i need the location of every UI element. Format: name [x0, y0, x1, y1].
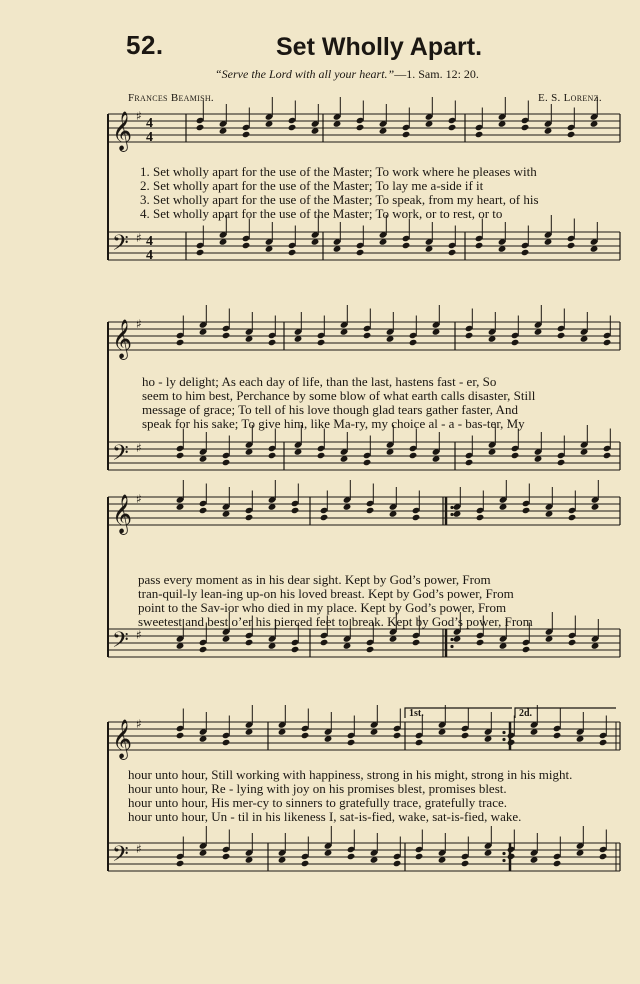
- note-head: [301, 860, 310, 867]
- lyric-line: 2. Set wholly apart for the use of the Master; To lay me a-side if it: [140, 178, 484, 193]
- note-head: [465, 332, 474, 339]
- note-head: [599, 739, 608, 746]
- volta-label: 1st.: [409, 708, 424, 719]
- time-signature-bottom: 4: [146, 130, 153, 145]
- note-head: [448, 249, 457, 256]
- note-head: [222, 332, 231, 339]
- note-head: [507, 739, 516, 746]
- sharp-icon: ♯: [136, 317, 142, 331]
- note-head: [412, 514, 421, 521]
- note-head: [347, 853, 356, 860]
- lyricist-credit: Frances Beamish.: [128, 92, 214, 104]
- lyric-line: ho - ly delight; As each day of life, than the last, hastens fast - er, So: [142, 374, 497, 389]
- note-head: [415, 853, 424, 860]
- lyric-line: point to the Sav-ior who died in my place. Kept by God’s power, From: [138, 600, 507, 615]
- repeat-dot: [502, 738, 505, 741]
- repeat-dot: [502, 859, 505, 862]
- repeat-dot: [502, 852, 505, 855]
- note-head: [603, 452, 612, 459]
- note-head: [317, 452, 326, 459]
- note-head: [511, 339, 520, 346]
- note-head: [402, 131, 411, 138]
- sharp-icon: ♯: [136, 231, 142, 245]
- lyric-line: speak for his sake; To give him, like Ma-ry, my choice al - a - bas-ter, My: [142, 416, 525, 431]
- note-head: [415, 739, 424, 746]
- note-head: [199, 507, 208, 514]
- note-head: [553, 860, 562, 867]
- treble-clef-icon: 𝄞: [112, 719, 133, 759]
- note-head: [363, 332, 372, 339]
- note-head: [199, 646, 208, 653]
- note-head: [176, 452, 185, 459]
- note-head: [356, 249, 365, 256]
- note-head: [567, 131, 576, 138]
- repeat-dot: [450, 513, 453, 516]
- hymn-number: 52.: [126, 30, 164, 60]
- bass-clef-icon: 𝄢: [112, 628, 129, 658]
- note-head: [507, 853, 516, 860]
- note-head: [475, 242, 484, 249]
- lyric-line: 1. Set wholly apart for the use of the Master; To work where he pleases with: [140, 164, 537, 179]
- note-head: [366, 646, 375, 653]
- note-head: [557, 332, 566, 339]
- bass-clef-icon: 𝄢: [112, 231, 129, 261]
- note-head: [511, 452, 520, 459]
- note-head: [393, 732, 402, 739]
- note-head: [393, 860, 402, 867]
- lyric-line: tran-quil-ly lean-ing up-on his loved breast. Kept by God’s power, From: [138, 586, 514, 601]
- lyric-line: 3. Set wholly apart for the use of the Master; To speak, from my heart, of his: [140, 192, 539, 207]
- volta-label: 2d.: [519, 708, 533, 719]
- note-head: [363, 459, 372, 466]
- note-head: [521, 124, 530, 131]
- sharp-icon: ♯: [136, 441, 142, 455]
- note-head: [222, 853, 231, 860]
- lyric-line: sweetest and best o’er his pierced feet to break. Kept by God’s power, From: [138, 614, 533, 629]
- time-signature-bottom: 4: [146, 248, 153, 263]
- lyric-line: hour unto hour, His mer-cy to sinners to gratefully trace, gratefully trace.: [128, 795, 507, 810]
- note-head: [476, 514, 485, 521]
- note-head: [567, 242, 576, 249]
- lyric-line: 4. Set wholly apart for the use of the Master; To work, or to rest, or to: [140, 206, 503, 221]
- note-head: [242, 242, 251, 249]
- sharp-icon: ♯: [136, 109, 142, 123]
- note-head: [461, 860, 470, 867]
- note-head: [568, 639, 577, 646]
- note-head: [196, 124, 205, 131]
- note-head: [317, 339, 326, 346]
- treble-clef-icon: 𝄞: [112, 319, 133, 359]
- note-head: [268, 339, 277, 346]
- note-head: [347, 739, 356, 746]
- note-head: [412, 639, 421, 646]
- hymn-title: Set Wholly Apart.: [276, 33, 483, 61]
- note-head: [409, 339, 418, 346]
- note-head: [301, 732, 310, 739]
- repeat-dot: [450, 506, 453, 509]
- note-head: [242, 131, 251, 138]
- note-head: [521, 249, 530, 256]
- treble-clef-icon: 𝄞: [112, 111, 133, 151]
- note-head: [288, 124, 297, 131]
- treble-clef-icon: 𝄞: [112, 494, 133, 534]
- note-head: [291, 507, 300, 514]
- lyric-line: message of grace; To tell of his love though glad tears gather faster, And: [142, 402, 518, 417]
- note-head: [176, 860, 185, 867]
- lyric-line: seem to him best, Perchance by some blow of what earth calls disaster, Still: [142, 388, 536, 403]
- sharp-icon: ♯: [136, 717, 142, 731]
- time-signature-top: 4: [146, 116, 153, 131]
- scripture-quote: “Serve the Lord with all your heart.”: [215, 67, 395, 81]
- note-head: [176, 339, 185, 346]
- note-head: [599, 853, 608, 860]
- note-head: [603, 339, 612, 346]
- note-head: [465, 459, 474, 466]
- note-head: [557, 459, 566, 466]
- repeat-dot: [450, 638, 453, 641]
- note-head: [461, 732, 470, 739]
- note-head: [448, 124, 457, 131]
- lyric-line: hour unto hour, Still working with happiness, strong in his might, strong in his might.: [128, 767, 573, 782]
- sharp-icon: ♯: [136, 842, 142, 856]
- note-head: [176, 732, 185, 739]
- bass-clef-icon: 𝄢: [112, 441, 129, 471]
- note-head: [222, 459, 231, 466]
- note-head: [522, 646, 531, 653]
- bass-clef-icon: 𝄢: [112, 842, 129, 872]
- note-head: [291, 646, 300, 653]
- note-head: [522, 507, 531, 514]
- note-head: [222, 739, 231, 746]
- repeat-dot: [502, 731, 505, 734]
- lyric-line: hour unto hour, Un - til in his likeness I, sat-is-fied, wake, sat-is-fied, wake.: [128, 809, 522, 824]
- lyric-line: pass every moment as in his dear sight. Kept by God’s power, From: [138, 572, 491, 587]
- note-head: [196, 249, 205, 256]
- note-head: [245, 639, 254, 646]
- note-head: [288, 249, 297, 256]
- sharp-icon: ♯: [136, 492, 142, 506]
- repeat-dot: [450, 645, 453, 648]
- note-head: [245, 514, 254, 521]
- lyric-line: hour unto hour, Re - lying with joy on his promises blest, promises blest.: [128, 781, 507, 796]
- note-head: [409, 452, 418, 459]
- note-head: [320, 639, 329, 646]
- time-signature-top: 4: [146, 234, 153, 249]
- note-head: [553, 732, 562, 739]
- composer-credit: E. S. Lorenz.: [538, 92, 602, 104]
- scripture-reference: —1. Sam. 12: 20.: [394, 67, 479, 81]
- note-head: [568, 514, 577, 521]
- note-head: [320, 514, 329, 521]
- note-head: [268, 452, 277, 459]
- note-head: [475, 131, 484, 138]
- note-head: [476, 639, 485, 646]
- note-head: [356, 124, 365, 131]
- note-head: [402, 242, 411, 249]
- sharp-icon: ♯: [136, 628, 142, 642]
- note-head: [366, 507, 375, 514]
